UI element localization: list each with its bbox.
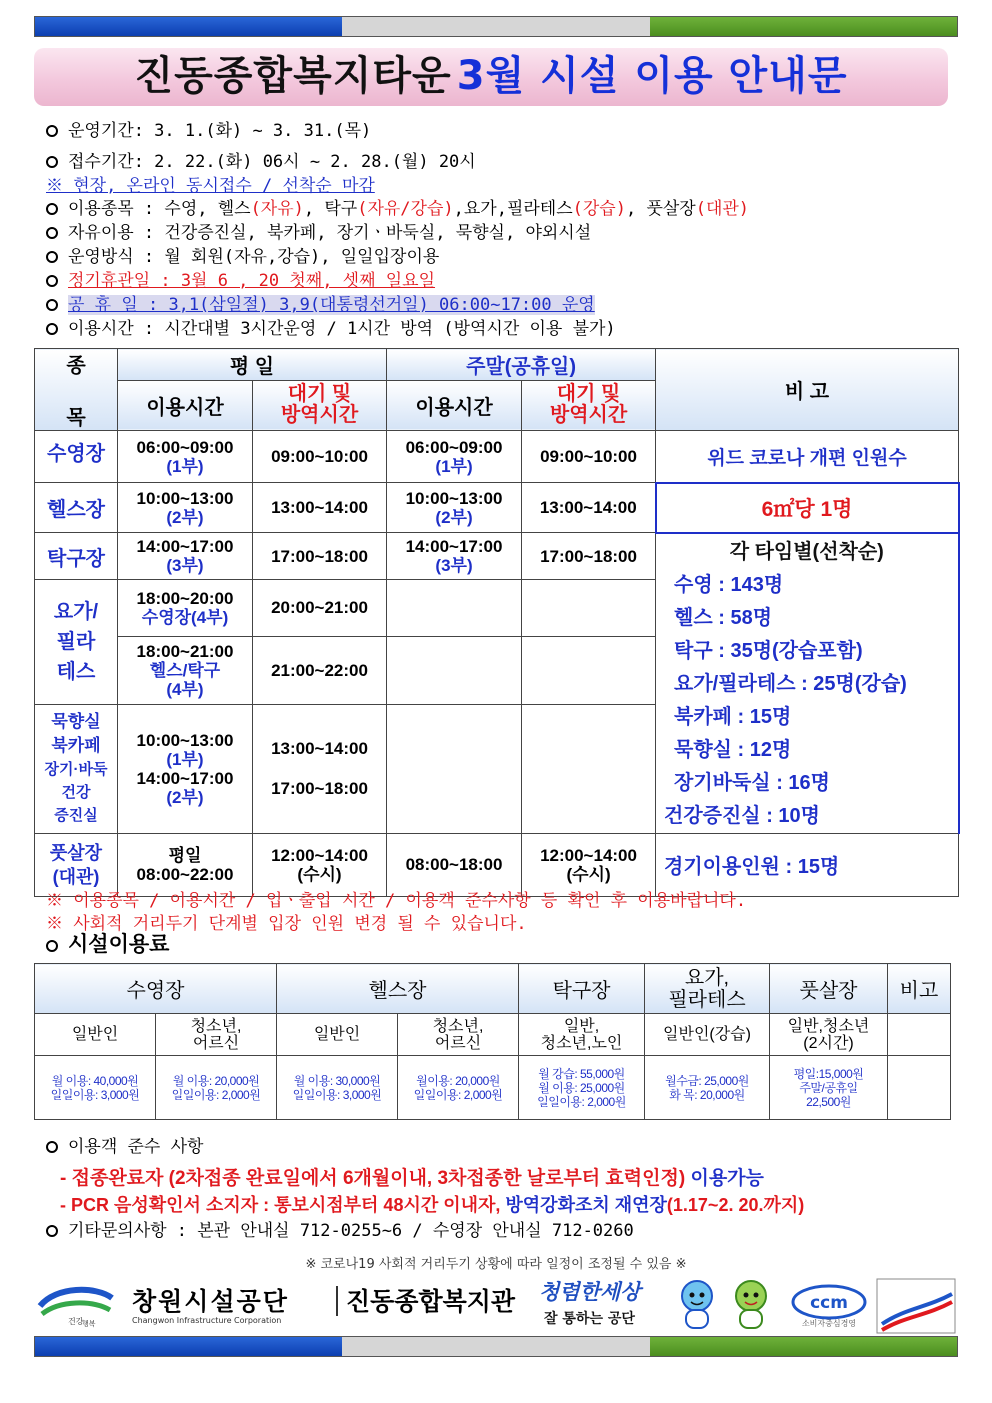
table-row: 묵향실 북카페 장기·바둑 건강 증진실 10:00~13:00 (1부) 14:00~17:00 (2부) 13:00~14:00 17:00~18:00 — [35, 704, 959, 833]
divider — [336, 1286, 338, 1316]
bullet-icon — [46, 125, 58, 137]
header-weekend: 주말(공휴일) — [387, 349, 656, 381]
svg-text:행복: 행복 — [82, 1320, 96, 1328]
facility-yoga: 요가/ 필라 테스 — [35, 580, 118, 705]
table-row: 탁구장 14:00~17:00 (3부) 17:00~18:00 14:00~17:00 (3부) 17:00~18:00 각 타임별(선착순) 수영 : 143명 헬스 : 58명 탁구 : 35명(강습포함) 요가/필라테스 : 25명(강습) 북카페 : 15명 묵향실 : 12명 장기바둑실 : 16명 건강증진실 : 10명 — [35, 533, 959, 580]
table-row: 풋살장 (대관) 평일 08:00~22:00 12:00~14:00 (수시) 08:00~18:00 12:00~14:00 (수시) 경기이용인원 : 15명 — [35, 833, 959, 896]
remark-futsal: 경기이용인원 : 15명 — [664, 856, 840, 878]
top-color-bar — [34, 16, 958, 37]
table-row: 수영장 06:00~09:00 (1부) 09:00~10:00 06:00~09:00 (1부) 09:00~10:00 위드 코로나 개편 인원수 — [35, 431, 959, 483]
fee-subheader-row: 일반인 청소년, 어르신 일반인 청소년, 어르신 일반, 청소년,노인 일반인(강습) 일반,청소년 (2시간) — [35, 1014, 951, 1056]
header-weekday: 평 일 — [118, 349, 387, 381]
certification-badge-icon — [876, 1278, 956, 1334]
remark-capacity: 각 타임별(선착순) 수영 : 143명 헬스 : 58명 탁구 : 35명(강습포함) 요가/필라테스 : 25명(강습) 북카페 : 15명 묵향실 : 12명 장기바둑실 : 16명 건강증진실 : 10명 — [656, 533, 959, 834]
rule-vaccinated: - 접종완료자 (2차접종 완료일에서 6개월이내, 3차접종한 날로부터 효력인정) 이용가능 — [60, 1168, 764, 1189]
covid-notice: ※ 코로나19 사회적 거리두기 상황에 따라 일정이 조정될 수 있음 ※ — [305, 1257, 687, 1272]
footer-logos — [34, 1276, 958, 1336]
bullet-icon — [46, 251, 58, 263]
bullet-icon — [46, 275, 58, 287]
info-method: 운영방식 : 월 회원(자유,강습), 일일입장이용 — [46, 246, 439, 268]
rule-pcr: - PCR 음성확인서 소지자 : 통보시점부터 48시간 이내자, 방역강화조치 재연장(1.17~2. 20.까지) — [60, 1195, 805, 1215]
page-title-accent: 3월 시설 이용 안내문 — [456, 53, 848, 99]
svg-text:건강: 건강 — [68, 1317, 84, 1326]
fee-heading: 시설이용료 — [46, 934, 169, 956]
org-name: 창원시설공단 — [132, 1288, 289, 1316]
header-use-time: 이용시간 — [118, 380, 253, 430]
bullet-icon — [46, 227, 58, 239]
info-reception: 접수기간: 2. 22.(화) 06시 ~ 2. 28.(월) 20시 — [46, 151, 476, 173]
contact-info: 기타문의사항 : 본관 안내실 712-0255~6 / 수영장 안내실 712-0260 — [46, 1220, 634, 1242]
motto: 잘 통하는 공단 — [544, 1311, 635, 1327]
header-use-time-weekend: 이용시간 — [387, 380, 522, 430]
org-name-en: Changwon Infrastructure Corporation — [132, 1316, 282, 1325]
header-wait-weekend: 대기 및 방역시간 — [522, 380, 656, 430]
info-types: 이용종목 : 수영, 헬스(자유), 탁구(자유/강습),요가,필라테스(강습), 풋살장(대관) — [46, 198, 749, 220]
ccm-logo-icon — [790, 1282, 868, 1330]
info-hours: 이용시간 : 시간대별 3시간운영 / 1시간 방역 (방역시간 이용 불가) — [46, 318, 616, 340]
mascot-green-icon — [728, 1278, 774, 1334]
remark-density: 6㎡당 1명 — [656, 483, 959, 533]
rules-heading: 이용객 준수 사항 — [46, 1136, 203, 1158]
table-row: 헬스장 10:00~13:00 (2부) 13:00~14:00 10:00~13:00 (2부) 13:00~14:00 6㎡당 1명 — [35, 483, 959, 533]
header-wait: 대기 및 방역시간 — [253, 380, 387, 430]
page-title: 진동종합복지타운 — [134, 53, 452, 99]
info-period: 운영기간: 3. 1.(화) ~ 3. 31.(목) — [46, 120, 371, 142]
header-facility: 종 목 — [35, 349, 118, 431]
notice-1: ※ 이용종목 / 이용시간 / 입ㆍ출입 시간 / 이용객 준수사항 등 확인 후 이용바랍니다. — [46, 891, 747, 911]
table-row: 18:00~21:00 헬스/탁구 (4부) 21:00~22:00 — [35, 636, 959, 704]
header-remark: 비 고 — [656, 349, 959, 431]
svg-text:소비자중심경영: 소비자중심경영 — [801, 1319, 857, 1328]
center-name: 진동종합복지관 — [346, 1288, 516, 1316]
fee-table: 수영장 헬스장 탁구장 요가, 필라테스 풋살장 비고 일반인 청소년, 어르신 일반인 청소년, 어르신 일반, 청소년,노인 일반인(강습) 일반,청소년 (2시간) 월 이용: 40,000원 일일이용: 3,000원 월 이용: 20,000원 일일이용: 2,000원 월 이용: 30,000원 일일이용: 3,000원 월이용: 20,000원 일일이용: 2,000원 월 강습: 55,000원 월 이용: 25,000원 일일이용: 2,000원 월수금: 25,000원 화 목: 20,000원 평일:15,000원 주말/공휴일 22,500원 — [34, 963, 951, 1120]
info-free-use: 자유이용 : 건강증진실, 북카페, 장기ㆍ바둑실, 묵향실, 야외시설 — [46, 222, 591, 244]
page-title-banner — [34, 48, 948, 106]
facility-misc: 묵향실 북카페 장기·바둑 건강 증진실 — [35, 704, 118, 833]
bullet-icon — [46, 156, 58, 168]
svg-text:ccm: ccm — [810, 1293, 848, 1313]
remark-corona: 위드 코로나 개편 인원수 — [656, 431, 959, 483]
bullet-icon — [46, 323, 58, 335]
table-row: 요가/ 필라 테스 18:00~20:00 수영장(4부) 20:00~21:00 — [35, 580, 959, 637]
info-holiday: 공 휴 일 : 3,1(삼일절) 3,9(대통령선거일) 06:00~17:00 운영 — [46, 294, 595, 316]
bullet-icon — [46, 1141, 58, 1153]
fee-price-row: 월 이용: 40,000원 일일이용: 3,000원 월 이용: 20,000원 일일이용: 2,000원 월 이용: 30,000원 일일이용: 3,000원 월이용: 20,000원 일일이용: 2,000원 월 강습: 55,000원 월 이용: 25,000원 일일이용: 2,000원 월수금: 25,000원 화 목: 20,000원 평일:15,000원 주말/공휴일 22,500원 — [35, 1056, 951, 1120]
bottom-color-bar — [34, 1336, 958, 1357]
bullet-icon — [46, 299, 58, 311]
info-closed: 정기휴관일 : 3월 6 , 20 첫째, 셋째 일요일 — [46, 270, 435, 292]
info-reception-note: ※ 현장, 온라인 동시접수 / 선착순 마감 — [46, 176, 375, 196]
bullet-icon — [46, 940, 58, 952]
schedule-table — [34, 348, 960, 897]
notice-2: ※ 사회적 거리두기 단계별 입장 인원 변경 될 수 있습니다. — [46, 914, 527, 934]
bullet-icon — [46, 1225, 58, 1237]
bullet-icon — [46, 203, 58, 215]
changwon-logo-icon — [36, 1284, 116, 1328]
mascot-blue-icon — [674, 1278, 720, 1334]
slogan-logo: 청렴한세상 — [539, 1280, 641, 1304]
